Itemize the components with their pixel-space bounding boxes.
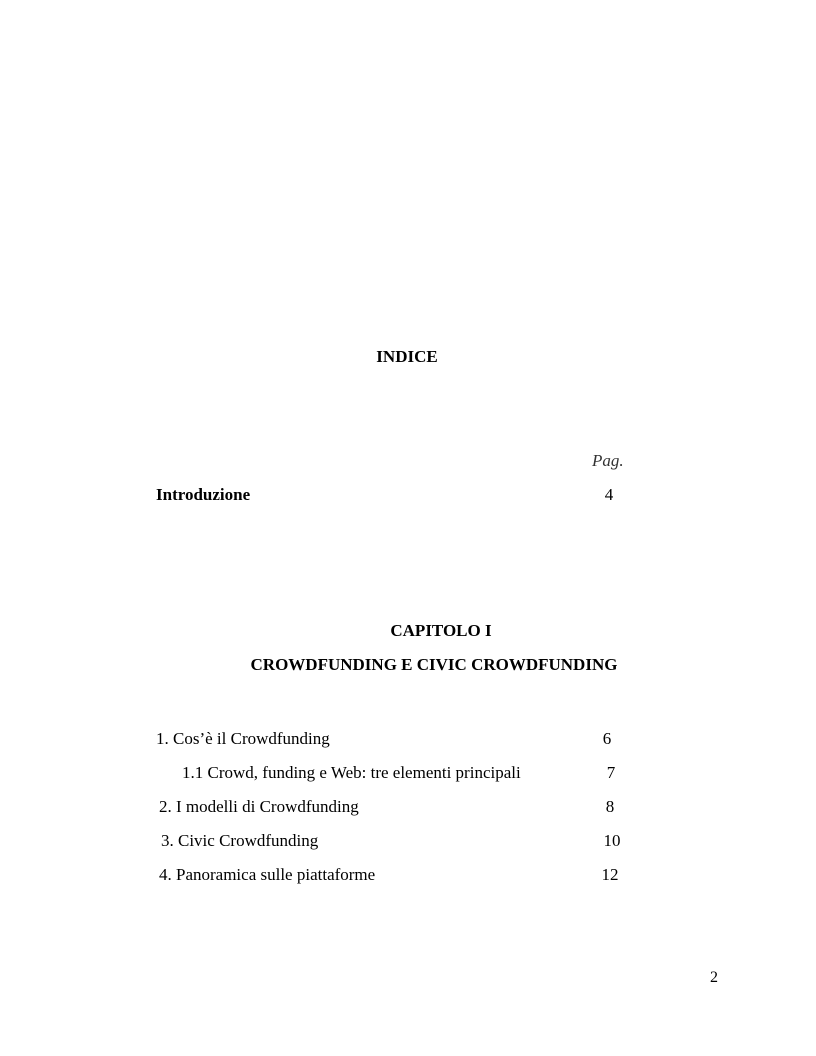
- toc-entry-page: 10: [603, 831, 621, 850]
- chapter-title: CROWDFUNDING E CIVIC CROWDFUNDING: [250, 655, 618, 674]
- toc-entry-label: 4. Panoramica sulle piattaforme: [159, 865, 376, 884]
- page-column-label: Pag.: [592, 451, 624, 470]
- toc-entry-label: 2. I modelli di Crowdfunding: [159, 797, 359, 816]
- toc-entry-label: 3. Civic Crowdfunding: [161, 831, 319, 850]
- page-number: 2: [710, 969, 718, 986]
- intro-page: 4: [604, 485, 614, 504]
- chapter-label: CAPITOLO I: [390, 621, 492, 640]
- index-heading: INDICE: [376, 347, 438, 366]
- toc-entry-page: 8: [605, 797, 615, 816]
- toc-entry-label: 1.1 Crowd, funding e Web: tre elementi principali: [182, 763, 521, 782]
- toc-entry-label: 1. Cos’è il Crowdfunding: [156, 729, 330, 748]
- toc-entry-page: 12: [601, 865, 619, 884]
- toc-entry-page: 6: [602, 729, 612, 748]
- intro-label: Introduzione: [156, 485, 251, 504]
- toc-entry-page: 7: [606, 763, 616, 782]
